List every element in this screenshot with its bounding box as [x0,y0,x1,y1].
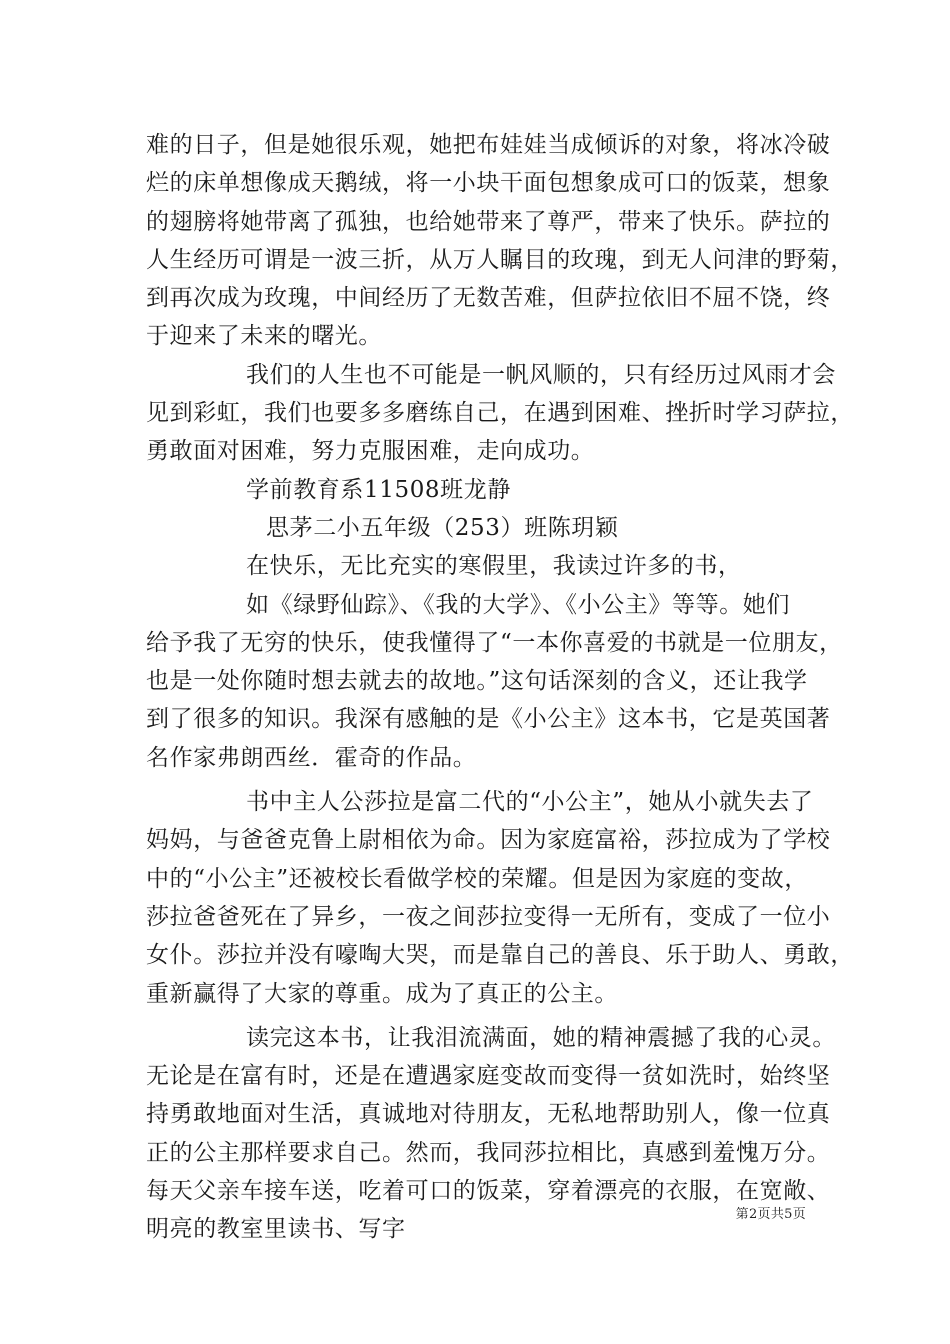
text-line: 如《绿野仙踪》、《我的大学》、《小公主》等等。她们 [246,591,790,618]
text-line: 持勇敢地面对生活，真诚地对待朋友，无私地帮助别人，像一位真 [146,1101,831,1128]
text-line: 无论是在富有时，还是在遭遇家庭变故而变得一贫如洗时，始终坚 [146,1063,831,1090]
text-line: 于迎来了未来的曙光。 [146,323,382,350]
text-line: 重新赢得了大家的尊重。成为了真正的公主。 [146,980,618,1007]
text-line: 勇敢面对困难，努力克服困难，走向成功。 [146,438,595,465]
text-line: 难的日子，但是她很乐观，她把布娃娃当成倾诉的对象，将冰冷破 [146,132,831,158]
text-line: 妈妈，与爸爸克鲁上尉相依为命。因为家庭富裕，莎拉成为了学校 [146,827,831,854]
text-line: 中的“小公主”还被校长看做学校的荣耀。但是因为家庭的变故， [146,865,808,892]
page-number: 第2页共5页 [735,1207,806,1222]
text-line: 的翅膀将她带离了孤独，也给她带来了尊严，带来了快乐。萨拉的 [146,208,831,235]
text-line: 女仆。莎拉并没有嚎啕大哭，而是靠自己的善良、乐于助人、勇敢， [146,942,854,969]
text-line: 也是一处你随时想去就去的故地。”这句话深刻的含义，还让我学 [146,668,808,695]
text-line: 在快乐，无比充实的寒假里，我读过许多的书， [246,553,742,580]
text-line: 每天父亲车接车送，吃着可口的饭菜，穿着漂亮的衣服，在宽敞、 [146,1178,831,1205]
text-line: 莎拉爸爸死在了异乡，一夜之间莎拉变得一无所有，变成了一位小 [146,903,831,930]
text-line: 烂的床单想像成天鹅绒，将一小块干面包想象成可口的饭菜，想象 [146,170,831,197]
text-line: 正的公主那样要求自己。然而，我同莎拉相比，真感到羞愧万分。 [146,1139,831,1166]
text-line: 明亮的教室里读书、写字 [146,1216,406,1243]
text-line: 我们的人生也不可能是一帆风顺的，只有经历过风雨才会 [246,361,836,388]
text-line: 见到彩虹，我们也要多多磨练自己，在遇到困难、挫折时学习萨拉， [146,400,854,427]
text-line: 名作家弗朗西丝．霍奇的作品。 [146,744,477,771]
author-line: 思茅二小五年级（253）班陈玥颖 [266,514,619,541]
text-line: 给予我了无穷的快乐，使我懂得了“一本你喜爱的书就是一位朋友， [146,629,843,656]
text-line: 读完这本书，让我泪流满面，她的精神震撼了我的心灵。 [246,1024,836,1051]
text-line: 到再次成为玫瑰，中间经历了无数苦难，但萨拉依旧不屈不饶，终 [146,285,831,312]
body-text [146,126,854,1249]
author-line: 学前教育系11508班龙静 [246,476,511,503]
text-line: 到了很多的知识。我深有感触的是《小公主》这本书，它是英国著 [146,706,831,733]
text-line: 书中主人公莎拉是富二代的“小公主”，她从小就失去了 [246,789,814,816]
text-line: 人生经历可谓是一波三折，从万人瞩目的玫瑰，到无人问津的野菊， [146,246,854,273]
